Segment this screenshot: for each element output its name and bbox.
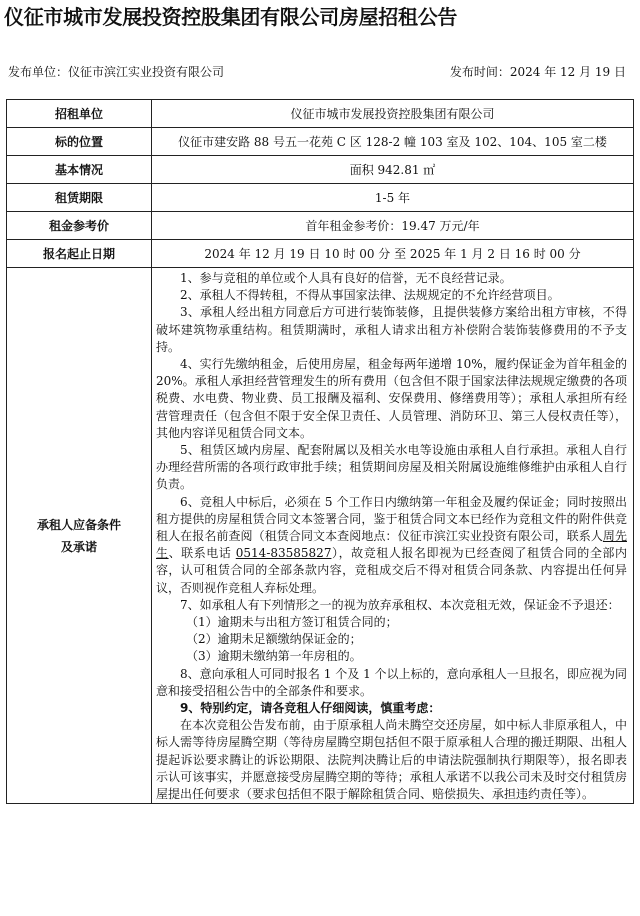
table-row [7, 100, 634, 128]
term-7-item-1: （1）逾期未与出租方签订租赁合同的； [186, 615, 398, 630]
page-title: 仪征市城市发展投资控股集团有限公司房屋招租公告 [4, 5, 458, 29]
row-label-lease-term: 租赁期限 [7, 184, 152, 212]
row-label-basic-info: 基本情况 [7, 156, 152, 184]
row-value-registration: 2024 年 12 月 19 日 10 时 00 分 至 2025 年 1 月 2 日 16 时 00 分 [152, 240, 634, 268]
term-7-item-3: （3）逾期未缴纳第一年房租的。 [186, 649, 362, 664]
table-row [7, 268, 634, 804]
row-label-lessor: 招租单位 [7, 100, 152, 128]
term-6-part-a: 6、竞租人中标后，必须在 5 个工作日内缴纳第一年租金及履约保证金；同时按照出租方提供的房屋租赁合同文本签署合同，鉴于租赁合同文本已经作为竞租文件的附件供竞租人在报名前查阅（租赁合同文本查阅地点：仪征市滨江实业投资有限公司，联系人 [156, 494, 627, 544]
row-value-location: 仪征市建安路 88 号五一花苑 C 区 128-2 幢 103 室及 102、104、105 室二楼 [152, 128, 634, 156]
terms-content [152, 268, 634, 804]
term-1: 1、参与竞租的单位或个人具有良好的信誉，无不良经营记录。 [180, 271, 512, 285]
term-7-item-2: （2）逾期未足额缴纳保证金的； [186, 632, 362, 647]
term-8: 8、意向承租人可同时报名 1 个及 1 个以上标的，意向承租人一旦报名，即应视为同意和接受招租公告中的全部条件和要求。 [156, 666, 627, 698]
row-value-basic-info: 面积 942.81 ㎡ [152, 156, 634, 184]
term-5: 5、租赁区域内房屋、配套附属以及相关水电等设施由承租人自行承担。承租人自行办理经营所需的各项行政审批手续；租赁期间房屋及相关附属设施维修维护由承租人自行负责。 [156, 443, 627, 492]
term-2: 2、承租人不得转租，不得从事国家法律、法规规定的不允许经营项目。 [180, 288, 560, 303]
terms-label-line-1: 承租人应备条件 [36, 517, 121, 532]
row-value-lease-term: 1-5 年 [152, 184, 634, 212]
publisher-text: 发布单位：仪征市滨江实业投资有限公司 [8, 65, 225, 79]
row-label-location: 标的位置 [7, 128, 152, 156]
term-6-part-c: ），故竞租人报名即视为已经查阅了租赁合同的全部内容，认可租赁合同的全部条款内容，竞租成交后不得对租赁合同条款、内容提出任何异议，否则视作竞租人弃标处理。 [156, 546, 627, 595]
contact-person: 周先生 [156, 529, 627, 561]
term-6-part-b: 、联系电话 [168, 546, 236, 561]
contact-phone: 0514-83585827 [235, 546, 332, 561]
table-row [7, 212, 634, 240]
rental-info-table [6, 99, 634, 804]
term-6 [156, 494, 627, 597]
row-value-lessor: 仪征市城市发展投资控股集团有限公司 [152, 100, 634, 128]
term-9-title: 9、特别约定，请各竞租人仔细阅读，慎重考虑： [180, 701, 441, 716]
table-row [7, 184, 634, 212]
row-label-registration: 报名起止日期 [7, 240, 152, 268]
terms-label-line-2: 及承诺 [60, 539, 97, 554]
table-row [7, 128, 634, 156]
table-row [7, 240, 634, 268]
publish-time-text: 发布时间：2024 年 12 月 19 日 [449, 65, 626, 79]
terms-label [7, 268, 152, 804]
table-row [7, 156, 634, 184]
row-label-rent: 租金参考价 [7, 212, 152, 240]
term-4: 4、实行先缴纳租金，后使用房屋，租金每两年递增 10%，履约保证金为首年租金的 20%。承租人承担经营管理发生的所有费用（包含但不限于国家法律法规规定缴费的各项税费、水电费、物业费、员工报酬及福利、安保费用、修缮费用等）；承租人承担所有经营管理责任（包含但不限于安全保卫责任、人员管理、消防环卫、第三人侵权责任等），其他内容详见租赁合同文本。 [156, 357, 627, 440]
row-value-rent: 首年租金参考价：19.47 万元/年 [152, 212, 634, 240]
term-3: 3、承租人经出租方同意后方可进行装饰装修，且提供装修方案给出租方审核，不得破坏建筑物承重结构。租赁期满时，承租人请求出租方补偿附合装饰装修费用的不予支持。 [156, 305, 627, 354]
term-9: 在本次竞租公告发布前，由于原承租人尚未腾空交还房屋，如中标人非原承租人，中标人需等待房屋腾空期（等待房屋腾空期包括但不限于原承租人合理的搬迁期限、出租人提起诉讼要求腾让的诉讼期限、法院判决腾让后的申请法院强制执行期限等），报名即表示认可该事实，并愿意接受房屋腾空期的等待；承租人承诺不以我公司未及时交付租赁房屋提出任何要求（要求包括但不限于解除租赁合同、赔偿损失、承担违约责任等）。 [156, 718, 627, 802]
term-7: 7、如承租人有下列情形之一的视为放弃承租权、本次竞租无效，保证金不予退还： [180, 597, 620, 612]
